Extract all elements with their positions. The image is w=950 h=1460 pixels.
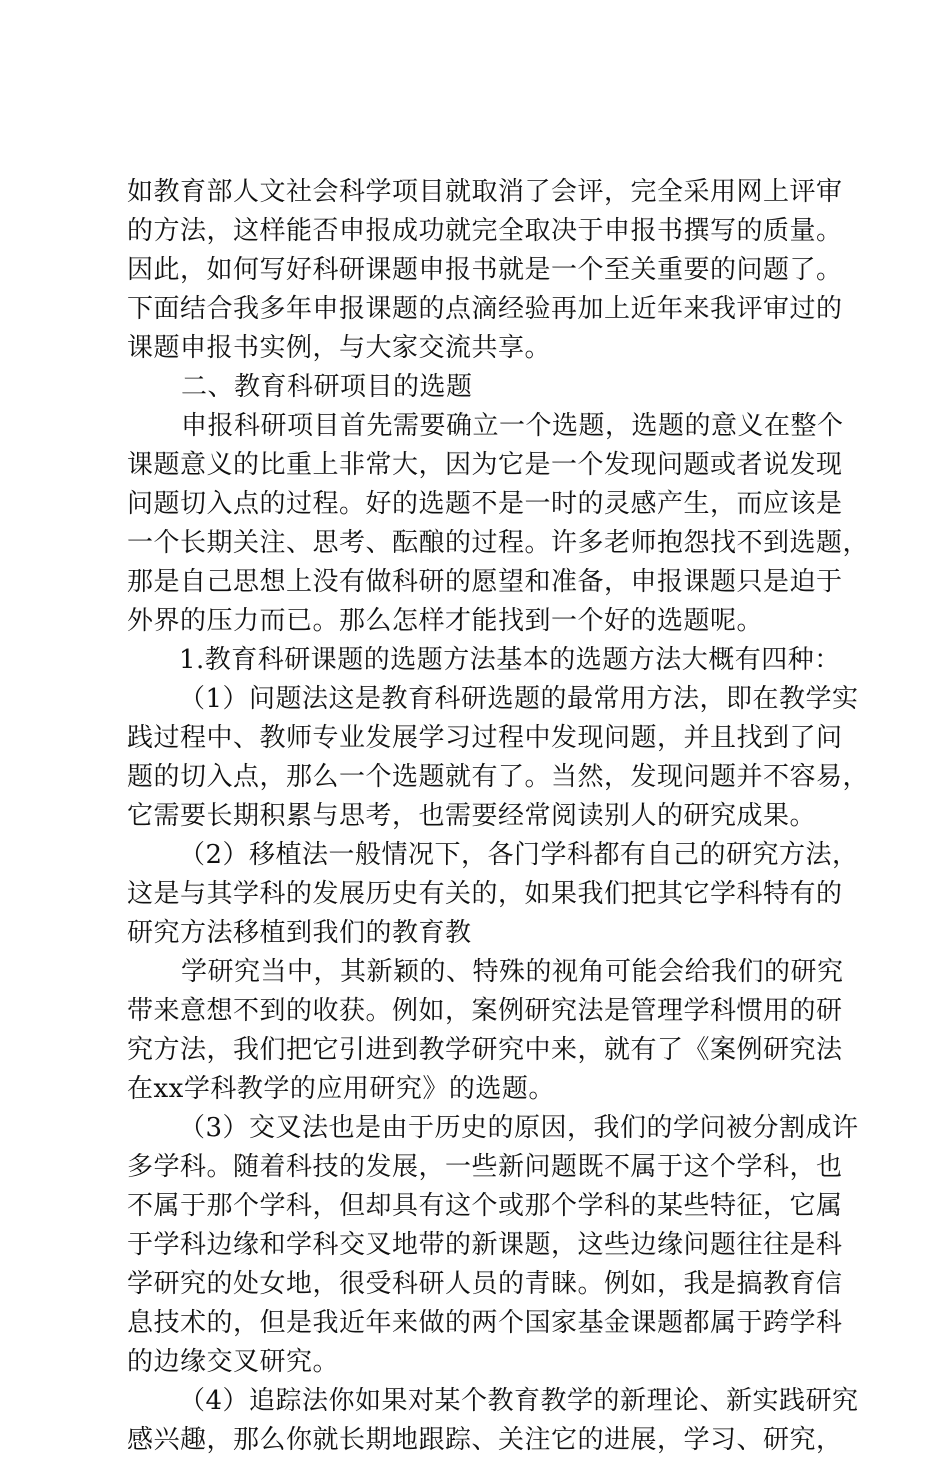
paragraph-line: 感兴趣，那么你就长期地跟踪、关注它的进展，学习、研究， bbox=[127, 1425, 843, 1455]
paragraph-line: 息技术的，但是我近年来做的两个国家基金课题都属于跨学科 bbox=[127, 1308, 843, 1338]
paragraph-line: 题的切入点，那么一个选题就有了。当然，发现问题并不容易， bbox=[127, 762, 870, 792]
paragraph-line: 践过程中、教师专业发展学习过程中发现问题，并且找到了问 bbox=[127, 723, 843, 753]
paragraph-line: 下面结合我多年申报课题的点滴经验再加上近年来我评审过的 bbox=[127, 294, 843, 324]
paragraph-line: （1）问题法这是教育科研选题的最常用方法，即在教学实 bbox=[179, 684, 859, 714]
paragraph-line: 如教育部人文社会科学项目就取消了会评，完全采用网上评审 bbox=[127, 177, 843, 207]
paragraph-line: 课题意义的比重上非常大，因为它是一个发现问题或者说发现 bbox=[127, 450, 843, 480]
paragraph-line: 于学科边缘和学科交叉地带的新课题，这些边缘问题往往是科 bbox=[127, 1230, 843, 1260]
paragraph-line: 不属于那个学科，但却具有这个或那个学科的某些特征，它属 bbox=[127, 1191, 843, 1221]
paragraph-line: 带来意想不到的收获。例如，案例研究法是管理学科惯用的研 bbox=[127, 996, 843, 1026]
paragraph-line: 申报科研项目首先需要确立一个选题，选题的意义在整个 bbox=[181, 411, 844, 441]
subsection-heading: 1.教育科研课题的选题方法基本的选题方法大概有四种： bbox=[179, 645, 841, 675]
paragraph-line: 研究方法移植到我们的教育教 bbox=[127, 918, 472, 948]
paragraph-line: （4）追踪法你如果对某个教育教学的新理论、新实践研究 bbox=[179, 1386, 859, 1416]
paragraph-line: 学研究的处女地，很受科研人员的青睐。例如，我是搞教育信 bbox=[127, 1269, 843, 1299]
paragraph-line: 外界的压力而已。那么怎样才能找到一个好的选题呢。 bbox=[127, 606, 764, 636]
paragraph-line: 这是与其学科的发展历史有关的，如果我们把其它学科特有的 bbox=[127, 879, 843, 909]
paragraph-line: 多学科。随着科技的发展，一些新问题既不属于这个学科，也 bbox=[127, 1152, 843, 1182]
paragraph-line: 的边缘交叉研究。 bbox=[127, 1347, 340, 1377]
paragraph-line: 学研究当中，其新颖的、特殊的视角可能会给我们的研究 bbox=[181, 957, 844, 987]
document-body bbox=[127, 173, 870, 1460]
paragraph-line: 因此，如何写好科研课题申报书就是一个至关重要的问题了。 bbox=[127, 255, 843, 285]
paragraph-line: 那是自己思想上没有做科研的愿望和准备，申报课题只是迫于 bbox=[127, 567, 843, 597]
section-heading: 二、教育科研项目的选题 bbox=[181, 372, 473, 402]
paragraph-line: 在xx学科教学的应用研究》的选题。 bbox=[127, 1074, 555, 1104]
paragraph-line: 课题申报书实例，与大家交流共享。 bbox=[127, 333, 552, 363]
paragraph-line: 一个长期关注、思考、酝酿的过程。许多老师抱怨找不到选题， bbox=[127, 528, 870, 558]
paragraph-line: 的方法，这样能否申报成功就完全取决于申报书撰写的质量。 bbox=[127, 216, 843, 246]
paragraph-line: 究方法，我们把它引进到教学研究中来，就有了《案例研究法 bbox=[127, 1035, 843, 1065]
paragraph-line: （3）交叉法也是由于历史的原因，我们的学问被分割成许 bbox=[179, 1113, 859, 1143]
paragraph-line: 问题切入点的过程。好的选题不是一时的灵感产生，而应该是 bbox=[127, 489, 843, 519]
paragraph-line: 它需要长期积累与思考，也需要经常阅读别人的研究成果。 bbox=[127, 801, 817, 831]
paragraph-line: （2）移植法一般情况下，各门学科都有自己的研究方法， bbox=[179, 840, 859, 870]
